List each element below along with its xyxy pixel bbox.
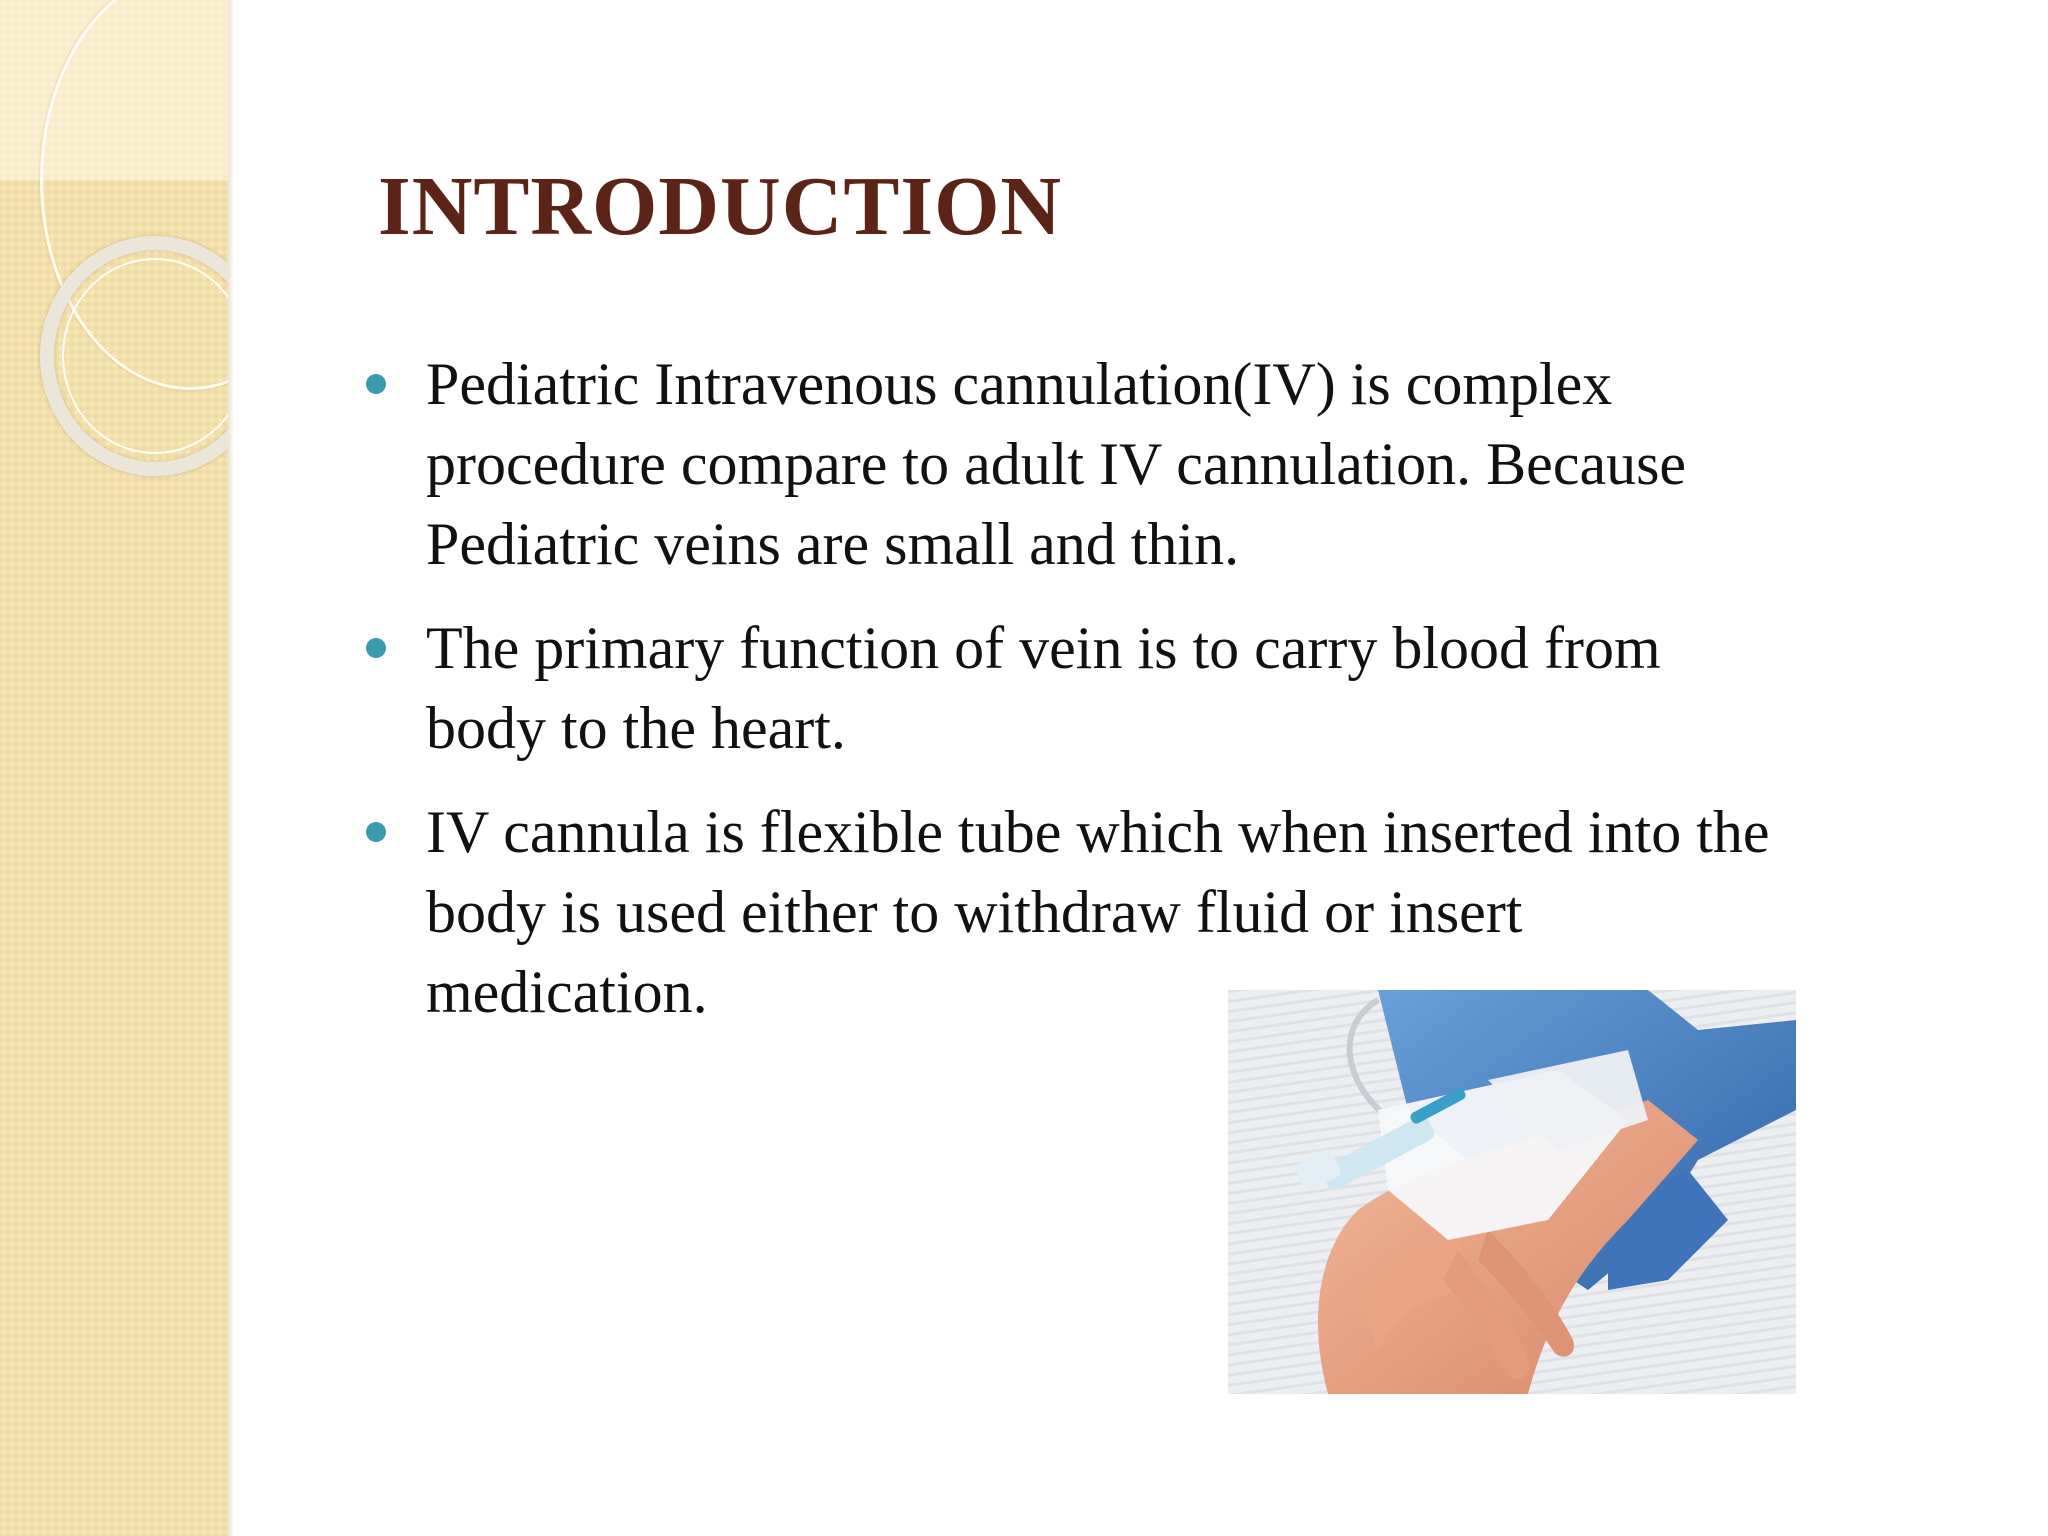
bullet-item — [366, 344, 1966, 584]
bullet-list — [366, 344, 1966, 1056]
bullet-item — [366, 608, 1966, 768]
side-band-edge — [228, 0, 234, 1536]
bullet-text: The primary function of vein is to carry blood from body to the heart. — [426, 615, 1661, 761]
slide-title: INTRODUCTION — [378, 160, 1063, 253]
bullet-text: Pediatric Intravenous cannulation(IV) is complex procedure compare to adult IV cannulation. Because Pediatric veins are small and thin. — [426, 351, 1687, 577]
bullet-dot-icon — [366, 822, 386, 842]
bullet-dot-icon — [366, 374, 386, 394]
bullet-dot-icon — [366, 638, 386, 658]
hand-with-iv-cannula-icon — [1228, 990, 1796, 1394]
iv-cannula-photo — [1228, 990, 1796, 1394]
side-decoration-band — [0, 0, 228, 1536]
bullet-text: IV cannula is flexible tube which when inserted into the body is used either to withdraw fluid or insert medication. — [426, 799, 1770, 1025]
